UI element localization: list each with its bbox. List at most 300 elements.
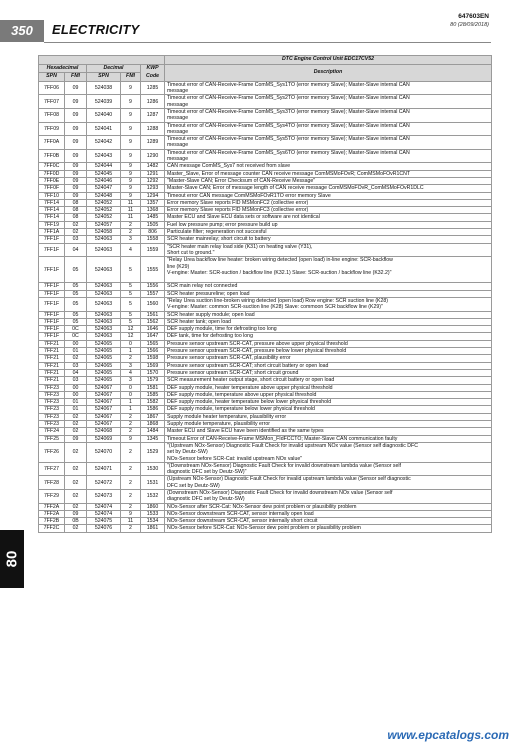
description-cell bbox=[165, 377, 492, 384]
dec-fmi-cell: 11 bbox=[121, 207, 141, 214]
kwp-code-cell: 1534 bbox=[141, 518, 165, 525]
table-row bbox=[39, 95, 492, 109]
hex-spn-cell: 7FF25 bbox=[39, 435, 65, 442]
description-line: Timeout error of CAN-Receive-Frame ComMS_Sys3TO (error memory Slave); Master-Slave internal CAN bbox=[167, 108, 410, 115]
table-row bbox=[39, 428, 492, 435]
kwp-code-cell: 1292 bbox=[141, 177, 165, 184]
dec-fmi-cell: 5 bbox=[121, 290, 141, 297]
description-line: NOx-Sensor downstream SCR-CAT, sensor internally open load bbox=[167, 510, 314, 517]
hex-fmi-cell: 08 bbox=[65, 199, 87, 206]
dec-fmi-cell: 5 bbox=[121, 311, 141, 318]
dec-fmi-cell: 9 bbox=[121, 81, 141, 95]
description-cell bbox=[165, 243, 492, 257]
dec-spn-header: SPN bbox=[87, 73, 121, 82]
kwp-code-cell: 1560 bbox=[141, 297, 165, 311]
description-line: Master ECU and Slave ECU data sets or software are not identical bbox=[167, 214, 320, 221]
dec-spn-cell: 524076 bbox=[87, 525, 121, 532]
hex-fmi-cell: 08 bbox=[65, 214, 87, 221]
kwp-code-cell: 1569 bbox=[141, 362, 165, 369]
kwp-code-cell: 1286 bbox=[141, 95, 165, 109]
hex-spn-cell: 7FF21 bbox=[39, 340, 65, 347]
kwp-code-cell: 1285 bbox=[141, 81, 165, 95]
dec-spn-cell: 524067 bbox=[87, 413, 121, 420]
hex-spn-cell: 7FF1F bbox=[39, 243, 65, 257]
kwp-code-cell: 1582 bbox=[141, 399, 165, 406]
hex-spn-cell: 7FF1A bbox=[39, 229, 65, 236]
description-cell bbox=[165, 221, 492, 228]
hex-spn-cell: 7FF1F bbox=[39, 236, 65, 243]
hex-spn-cell: 7FF23 bbox=[39, 421, 65, 428]
hex-fmi-cell: 09 bbox=[65, 95, 87, 109]
hex-fmi-cell: 08 bbox=[65, 207, 87, 214]
dec-fmi-cell: 2 bbox=[121, 525, 141, 532]
description-line: Pressure sensor upstream SCR-CAT; short circuit ground bbox=[167, 369, 299, 376]
description-cell bbox=[165, 369, 492, 376]
hex-spn-cell: 7FF09 bbox=[39, 122, 65, 136]
hex-fmi-cell: 02 bbox=[65, 490, 87, 504]
hex-spn-cell: 7FF23 bbox=[39, 399, 65, 406]
watermark: www.epcatalogs.com bbox=[387, 728, 509, 742]
dec-spn-cell: 524072 bbox=[87, 476, 121, 490]
dec-spn-cell: 524048 bbox=[87, 192, 121, 199]
dec-spn-cell: 524058 bbox=[87, 229, 121, 236]
table-title-spacer bbox=[39, 56, 165, 65]
description-line: "(Upstream NOx-Sensor) Diagnostic Fault Check for invalid upstream NOx value (Sensor self diagnostic DFC bbox=[167, 442, 418, 449]
hex-fmi-cell: 04 bbox=[65, 369, 87, 376]
table-row bbox=[39, 163, 492, 170]
hex-spn-cell: 7FF1F bbox=[39, 318, 65, 325]
hex-spn-cell: 7FF21 bbox=[39, 377, 65, 384]
description-line: Master-Slave CAN; Error of message length of CAN receive message ComMSMoFOvR_ComMSMoFOvR1DLC bbox=[167, 185, 424, 192]
description-cell bbox=[165, 340, 492, 347]
dec-fmi-cell: 3 bbox=[121, 377, 141, 384]
dec-spn-cell: 524063 bbox=[87, 297, 121, 311]
dec-spn-cell: 524068 bbox=[87, 428, 121, 435]
kwp-code-cell: 1566 bbox=[141, 348, 165, 355]
description-cell bbox=[165, 185, 492, 192]
hex-fmi-cell: 02 bbox=[65, 442, 87, 462]
side-tab-label: 80 bbox=[3, 550, 21, 568]
dec-fmi-cell: 5 bbox=[121, 297, 141, 311]
hex-fmi-cell: 05 bbox=[65, 283, 87, 290]
description-cell bbox=[165, 257, 492, 283]
dec-spn-cell: 524065 bbox=[87, 369, 121, 376]
description-line: "Relay Urea suction line-broken wiring detected (open load) Row engine: SCR suction line (K28) bbox=[167, 297, 389, 304]
dec-fmi-cell: 2 bbox=[121, 503, 141, 510]
hex-spn-cell: 7FF1F bbox=[39, 283, 65, 290]
hex-fmi-cell: 09 bbox=[65, 192, 87, 199]
description-cell bbox=[165, 311, 492, 318]
dec-fmi-cell: 0 bbox=[121, 340, 141, 347]
kwp-code-cell: 1485 bbox=[141, 214, 165, 221]
description-line: Error memory Slave reports FID MSMonFC3 (collective error) bbox=[167, 207, 309, 214]
description-cell bbox=[165, 149, 492, 163]
dec-spn-cell: 524067 bbox=[87, 421, 121, 428]
hex-fmi-cell: 05 bbox=[65, 297, 87, 311]
dec-spn-cell: 524067 bbox=[87, 391, 121, 398]
hex-fmi-cell: 02 bbox=[65, 229, 87, 236]
table-row bbox=[39, 406, 492, 413]
description-line: DFC set by Deutz-SW) bbox=[167, 482, 220, 489]
description-line: message bbox=[167, 101, 189, 108]
dec-fmi-cell: 2 bbox=[121, 442, 141, 462]
hex-spn-cell: 7FF21 bbox=[39, 369, 65, 376]
description-line: V-engine: Master: SCR-suction / backflow line (K32.1) Slave: SCR-suction / backflow line (K32.2)" bbox=[167, 269, 392, 276]
description-cell bbox=[165, 476, 492, 490]
hex-fmi-cell: 03 bbox=[65, 377, 87, 384]
table-row bbox=[39, 122, 492, 136]
page-header bbox=[0, 0, 529, 46]
dec-fmi-cell: 0 bbox=[121, 391, 141, 398]
dec-fmi-cell: 12 bbox=[121, 333, 141, 340]
table-row bbox=[39, 421, 492, 428]
description-line: Pressure sensor upstream SCR-CAT, pressure below lower physical threshold bbox=[167, 348, 347, 355]
hex-spn-cell: 7FF21 bbox=[39, 362, 65, 369]
table-row bbox=[39, 81, 492, 95]
hex-spn-cell: 7FF1F bbox=[39, 311, 65, 318]
description-line: Timeout error of CAN-Receive-Frame ComMS_Sys4TO (error memory Slave); Master-Slave internal CAN bbox=[167, 122, 410, 129]
dec-spn-cell: 524074 bbox=[87, 510, 121, 517]
kwp-code-cell: 1868 bbox=[141, 421, 165, 428]
dec-fmi-cell: 9 bbox=[121, 163, 141, 170]
description-cell bbox=[165, 163, 492, 170]
description-line: Particulate filter; regeneration not succesful bbox=[167, 229, 267, 236]
dec-fmi-header: FMI bbox=[121, 73, 141, 82]
dec-fmi-cell: 9 bbox=[121, 149, 141, 163]
kwp-code-cell: 1531 bbox=[141, 476, 165, 490]
table-row bbox=[39, 199, 492, 206]
hex-spn-cell: 7FF1F bbox=[39, 297, 65, 311]
dec-spn-cell: 524052 bbox=[87, 199, 121, 206]
description-line: Pressure sensor upstream SCR-CAT, pressure above upper physical threshold bbox=[167, 340, 348, 347]
table-row bbox=[39, 462, 492, 476]
dec-spn-cell: 524063 bbox=[87, 243, 121, 257]
hex-spn-cell: 7FF21 bbox=[39, 355, 65, 362]
dec-spn-cell: 524069 bbox=[87, 435, 121, 442]
table-row bbox=[39, 326, 492, 333]
table-row bbox=[39, 221, 492, 228]
kwp-code-cell: 1555 bbox=[141, 257, 165, 283]
description-cell bbox=[165, 290, 492, 297]
table-row bbox=[39, 369, 492, 376]
description-cell bbox=[165, 318, 492, 325]
table-row bbox=[39, 503, 492, 510]
hex-spn-cell: 7FF07 bbox=[39, 95, 65, 109]
dec-spn-cell: 524071 bbox=[87, 462, 121, 476]
description-line: Supply module temperature, plausibility error bbox=[167, 421, 270, 428]
hex-spn-cell: 7FF0A bbox=[39, 136, 65, 150]
hex-fmi-cell: 09 bbox=[65, 170, 87, 177]
dec-fmi-cell: 2 bbox=[121, 476, 141, 490]
description-line: SCR heater pressureline; open load bbox=[167, 290, 250, 297]
hex-spn-cell: 7FF0F bbox=[39, 185, 65, 192]
dec-spn-cell: 524065 bbox=[87, 340, 121, 347]
dec-fmi-cell: 9 bbox=[121, 95, 141, 109]
description-line: NOx-Sensor before SCR-Cat: invalid upstream NOx value" bbox=[167, 455, 303, 462]
description-cell bbox=[165, 391, 492, 398]
table-row bbox=[39, 525, 492, 532]
table-row bbox=[39, 413, 492, 420]
dec-spn-cell: 524043 bbox=[87, 149, 121, 163]
description-cell bbox=[165, 355, 492, 362]
description-line: message bbox=[167, 128, 189, 135]
dec-fmi-cell: 9 bbox=[121, 510, 141, 517]
hex-fmi-cell: 05 bbox=[65, 311, 87, 318]
hex-spn-cell: 7FF21 bbox=[39, 348, 65, 355]
table-row bbox=[39, 136, 492, 150]
description-cell bbox=[165, 95, 492, 109]
dec-fmi-cell: 1 bbox=[121, 399, 141, 406]
hex-spn-cell: 7FF0D bbox=[39, 170, 65, 177]
kwp-code-cell: 1345 bbox=[141, 435, 165, 442]
dec-fmi-cell: 4 bbox=[121, 243, 141, 257]
dec-fmi-cell: 2 bbox=[121, 229, 141, 236]
hex-fmi-cell: 00 bbox=[65, 340, 87, 347]
hex-spn-cell: 7FF0E bbox=[39, 177, 65, 184]
description-line: Error memory Slave reports FID MSMonFC2 (collective error) bbox=[167, 199, 309, 206]
description-line: (Downstream NOx-Sensor) Diagnostic Fault Check for invalid downstream NOx value (Sensor self bbox=[167, 490, 393, 496]
dec-fmi-cell: 2 bbox=[121, 355, 141, 362]
hex-fmi-cell: 09 bbox=[65, 185, 87, 192]
dec-spn-cell: 524067 bbox=[87, 406, 121, 413]
kwp-code-cell: 1533 bbox=[141, 510, 165, 517]
hex-spn-cell: 7FF23 bbox=[39, 384, 65, 391]
kwp-code-cell: 806 bbox=[141, 229, 165, 236]
dec-fmi-cell: 3 bbox=[121, 236, 141, 243]
hex-fmi-cell: 0C bbox=[65, 333, 87, 340]
kwp-code-cell: 1562 bbox=[141, 318, 165, 325]
description-line: message bbox=[167, 115, 189, 122]
kwp-code-cell: 1505 bbox=[141, 221, 165, 228]
table-row bbox=[39, 185, 492, 192]
description-line: "(Downstream NOx-Sensor) Diagnostic Fault Check for invalid downstream lambda value (Sensor self bbox=[167, 462, 401, 469]
kwp-code-cell: 1530 bbox=[141, 462, 165, 476]
hex-fmi-cell: 00 bbox=[65, 384, 87, 391]
hex-spn-cell: 7FF10 bbox=[39, 192, 65, 199]
description-line: NOx-Sensor downstream SCR-CAT, sensor internally short circuit bbox=[167, 518, 318, 525]
table-row bbox=[39, 391, 492, 398]
header-divider bbox=[44, 42, 491, 43]
kwp-code-cell: 1558 bbox=[141, 236, 165, 243]
dec-spn-cell: 524046 bbox=[87, 177, 121, 184]
hex-spn-cell: 7FF19 bbox=[39, 221, 65, 228]
dec-fmi-cell: 2 bbox=[121, 421, 141, 428]
description-cell bbox=[165, 207, 492, 214]
dec-spn-cell: 524063 bbox=[87, 236, 121, 243]
kwp-code-cell: 1289 bbox=[141, 136, 165, 150]
hex-fmi-cell: 0C bbox=[65, 326, 87, 333]
dec-spn-cell: 524057 bbox=[87, 221, 121, 228]
hex-fmi-cell: 02 bbox=[65, 355, 87, 362]
description-line: set by Deutz-SW) bbox=[167, 449, 208, 456]
description-cell bbox=[165, 297, 492, 311]
hex-spn-cell: 7FF0B bbox=[39, 149, 65, 163]
dec-fmi-cell: 11 bbox=[121, 199, 141, 206]
description-line: DEF supply module, time for defrosting too long bbox=[167, 326, 277, 333]
kwp-code-cell: 1294 bbox=[141, 192, 165, 199]
description-line: "Master-Slave CAN; Error Checksum of CAN-Receive Message" bbox=[167, 177, 316, 184]
kwp-code-cell: 1557 bbox=[141, 290, 165, 297]
hex-fmi-cell: 09 bbox=[65, 149, 87, 163]
description-line: NOx-Sensor before SCR-Cat: NOx-Sensor dew point problem or plausibility problem bbox=[167, 525, 361, 532]
dec-fmi-cell: 9 bbox=[121, 185, 141, 192]
description-line: CAN message ComMS_Sys7 not received from slave bbox=[167, 163, 291, 170]
dec-fmi-cell: 5 bbox=[121, 318, 141, 325]
description-line: Timeout error of CAN-Receive-Frame ComMS_Sys1TO (error memory Slave); Master-Slave internal CAN bbox=[167, 81, 410, 88]
description-line: V-engine: Master: common SCR-suction line (K28) Slave: commoon SCR backflow line (K29)" bbox=[167, 304, 383, 311]
dec-fmi-cell: 9 bbox=[121, 192, 141, 199]
description-cell bbox=[165, 122, 492, 136]
dec-fmi-cell: 2 bbox=[121, 490, 141, 504]
description-line: SCR heater mainrelay; short circuit to battery bbox=[167, 236, 271, 243]
page-number: 350 bbox=[0, 20, 44, 42]
hex-spn-cell: 7FF26 bbox=[39, 442, 65, 462]
description-line: Pressure sensor upstream SCR-CAT; short circuit battery or open load bbox=[167, 362, 329, 369]
dec-fmi-cell: 12 bbox=[121, 326, 141, 333]
description-line: Timeout error CAN message ComMSMoFOvR1TO error memory Slave bbox=[167, 192, 331, 199]
hex-spn-cell: 7FF1F bbox=[39, 257, 65, 283]
table-row bbox=[39, 311, 492, 318]
description-line: Fuel low pressure pump; error pressure build up bbox=[167, 221, 278, 228]
description-cell bbox=[165, 199, 492, 206]
description-cell bbox=[165, 421, 492, 428]
table-title: DTC Engine Control Unit EDC17CV52 bbox=[165, 56, 492, 65]
description-cell bbox=[165, 326, 492, 333]
description-line: SCR heater tank; open load bbox=[167, 318, 232, 325]
description-line: message bbox=[167, 88, 189, 95]
hex-fmi-cell: 09 bbox=[65, 435, 87, 442]
table-row bbox=[39, 355, 492, 362]
kwp-code-cell: 1585 bbox=[141, 391, 165, 398]
table-row bbox=[39, 177, 492, 184]
kwp-code-cell: 1586 bbox=[141, 406, 165, 413]
hex-spn-cell: 7FF14 bbox=[39, 214, 65, 221]
table-row bbox=[39, 399, 492, 406]
table-row bbox=[39, 377, 492, 384]
table-row bbox=[39, 283, 492, 290]
description-line: DEF supply module, temperature above upper physical threshold bbox=[167, 391, 317, 398]
kwp-code-cell: 1287 bbox=[141, 108, 165, 122]
dec-spn-cell: 524067 bbox=[87, 384, 121, 391]
decimal-header: Decimal bbox=[87, 64, 141, 73]
description-line: Pressure sensor upstream SCR-CAT, plausibility error bbox=[167, 355, 291, 362]
description-cell bbox=[165, 192, 492, 199]
hex-fmi-cell: 04 bbox=[65, 243, 87, 257]
dec-spn-cell: 524041 bbox=[87, 122, 121, 136]
hex-fmi-cell: 05 bbox=[65, 318, 87, 325]
table-row bbox=[39, 490, 492, 504]
kwp-code-cell: 1556 bbox=[141, 283, 165, 290]
description-header: Description bbox=[165, 64, 492, 81]
dec-fmi-cell: 2 bbox=[121, 413, 141, 420]
table-row bbox=[39, 318, 492, 325]
dec-spn-cell: 524042 bbox=[87, 136, 121, 150]
description-line: SCR heater supply module; open load bbox=[167, 311, 255, 318]
hex-spn-cell: 7FF2C bbox=[39, 525, 65, 532]
hex-spn-cell: 7FF24 bbox=[39, 428, 65, 435]
dec-spn-cell: 524038 bbox=[87, 81, 121, 95]
document-code: 647603EN bbox=[458, 13, 489, 20]
hex-spn-cell: 7FF1F bbox=[39, 326, 65, 333]
description-line: line (K29) bbox=[167, 263, 190, 270]
hex-fmi-cell: 09 bbox=[65, 177, 87, 184]
dec-fmi-cell: 1 bbox=[121, 348, 141, 355]
dec-fmi-cell: 9 bbox=[121, 108, 141, 122]
dec-spn-cell: 524067 bbox=[87, 399, 121, 406]
dec-fmi-cell: 5 bbox=[121, 257, 141, 283]
kwp-code-header: KWP Code bbox=[141, 64, 165, 81]
description-line: Master ECU and Slave ECU have been identified as the same types bbox=[167, 428, 324, 435]
description-cell bbox=[165, 348, 492, 355]
dec-fmi-cell: 1 bbox=[121, 406, 141, 413]
dec-fmi-cell: 9 bbox=[121, 170, 141, 177]
description-line: Short cut to ground." bbox=[167, 249, 215, 256]
description-cell bbox=[165, 384, 492, 391]
description-cell bbox=[165, 333, 492, 340]
description-line: Supply module heater temperature, plausibility error bbox=[167, 413, 287, 420]
description-cell bbox=[165, 442, 492, 462]
description-cell bbox=[165, 108, 492, 122]
dec-spn-cell: 524044 bbox=[87, 163, 121, 170]
kwp-code-cell: 1368 bbox=[141, 207, 165, 214]
dec-spn-cell: 524063 bbox=[87, 326, 121, 333]
hex-fmi-cell: 09 bbox=[65, 122, 87, 136]
hex-fmi-cell: 02 bbox=[65, 413, 87, 420]
dec-fmi-cell: 9 bbox=[121, 177, 141, 184]
description-line: DEF supply module, heater temperature below lower physical threshold bbox=[167, 399, 332, 406]
table-row bbox=[39, 435, 492, 442]
description-line: Master_Slave, Error of message counter CAN receive message ComMSMoFOvR; ComMSMoFOvR1CNT bbox=[167, 170, 411, 177]
hex-spn-cell: 7FF1F bbox=[39, 333, 65, 340]
dec-fmi-cell: 2 bbox=[121, 428, 141, 435]
description-cell bbox=[165, 214, 492, 221]
description-cell bbox=[165, 503, 492, 510]
dec-spn-cell: 524065 bbox=[87, 362, 121, 369]
hex-fmi-cell: 09 bbox=[65, 108, 87, 122]
description-cell bbox=[165, 428, 492, 435]
hex-spn-cell: 7FF28 bbox=[39, 476, 65, 490]
kwp-code-cell: 1598 bbox=[141, 355, 165, 362]
hex-fmi-cell: 05 bbox=[65, 290, 87, 297]
hex-spn-cell: 7FF2A bbox=[39, 510, 65, 517]
table-row bbox=[39, 207, 492, 214]
dec-spn-cell: 524074 bbox=[87, 503, 121, 510]
table-row bbox=[39, 214, 492, 221]
document-date: 80 (28/09/2018) bbox=[450, 22, 489, 28]
hex-fmi-cell: 02 bbox=[65, 221, 87, 228]
hex-fmi-cell: 0B bbox=[65, 518, 87, 525]
description-cell bbox=[165, 362, 492, 369]
table-row bbox=[39, 257, 492, 283]
kwp-code-cell: 1565 bbox=[141, 340, 165, 347]
description-line: message bbox=[167, 156, 189, 163]
table-row bbox=[39, 236, 492, 243]
kwp-code-cell: 1290 bbox=[141, 149, 165, 163]
dec-spn-cell: 524045 bbox=[87, 170, 121, 177]
description-line: "Relay Urea backflow line heater: broken wiring detected (open load) in-line engine: SCR-backflow bbox=[167, 257, 393, 264]
table-row bbox=[39, 510, 492, 517]
hex-fmi-cell: 03 bbox=[65, 362, 87, 369]
kwp-code-cell: 1860 bbox=[141, 503, 165, 510]
description-cell bbox=[165, 236, 492, 243]
hex-spn-cell: 7FF23 bbox=[39, 391, 65, 398]
hex-fmi-header: FMI bbox=[65, 73, 87, 82]
dec-spn-cell: 524075 bbox=[87, 518, 121, 525]
description-line bbox=[167, 276, 490, 282]
table-row bbox=[39, 192, 492, 199]
description-line: SCR main relay not connected bbox=[167, 283, 238, 290]
description-line: NOx-Sensor after SCR-Cat: NOx-Sensor dew point problem or plausibility problem bbox=[167, 503, 357, 510]
